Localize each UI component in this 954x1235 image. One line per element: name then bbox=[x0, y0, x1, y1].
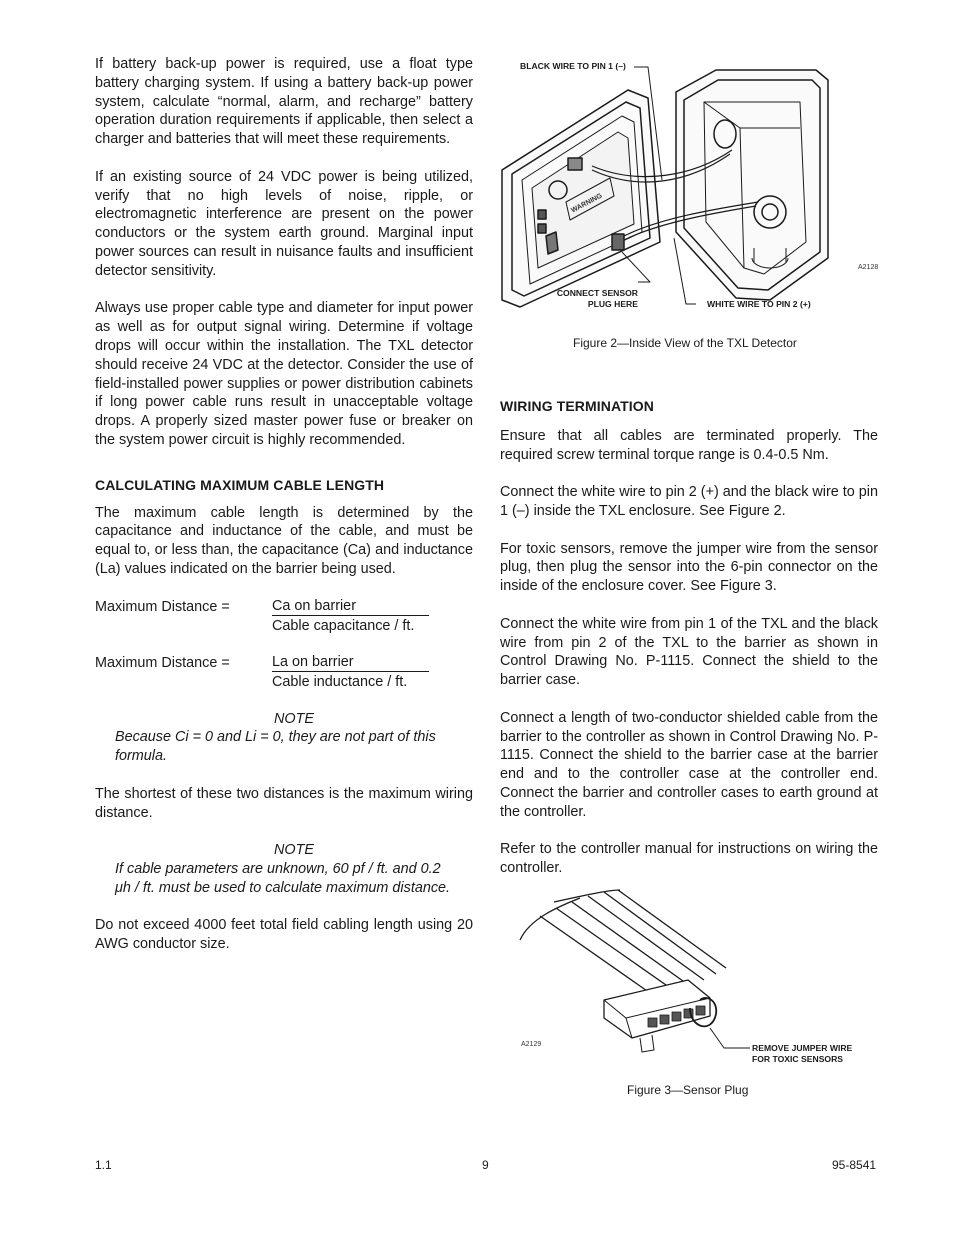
figure-2-caption: Figure 2—Inside View of the TXL Detector bbox=[573, 336, 797, 350]
paragraph-existing-power: If an existing source of 24 VDC power is being utilized, verify that no high levels of noise, ripple, or electromagnetic interference are present on the power conductors or the system earth ground. Marginal input power sources can result in nuisance faults and insufficient detector sensitivity. bbox=[95, 168, 473, 279]
formula-numerator: La on barrier bbox=[272, 654, 429, 672]
warning-plate-label: WARNING bbox=[570, 192, 604, 215]
callout-white-wire: WHITE WIRE TO PIN 2 (+) bbox=[707, 299, 811, 309]
callout-black-wire: BLACK WIRE TO PIN 1 (–) bbox=[520, 61, 626, 71]
note-title: NOTE bbox=[274, 710, 314, 727]
paragraph-max-cable-length: The maximum cable length is determined by the capacitance and inductance of the cable, and must be equal to, or less than, the capacitance (Ca) and inductance (La) values indicated on the barrier being used. bbox=[95, 504, 473, 577]
footer-document-number: 95-8541 bbox=[832, 1158, 877, 1172]
left-column bbox=[95, 55, 473, 973]
paragraph-cable-type: Always use proper cable type and diameter for input power as well as for output signal wiring. Determine if voltage drops will occur within the installation. The TXL detector should receive 24 VDC at the detector. Consider the use of field-installed power supplies or power distribution cabinets if long power cable runs result in unacceptable voltage drops. A properly sized master power fuse or breaker on the system power circuit is highly recommended. bbox=[95, 300, 473, 448]
callout-remove-jumper: REMOVE JUMPER WIRE FOR TOXIC SENSORS bbox=[752, 1043, 853, 1064]
formula-capacitance bbox=[95, 598, 473, 636]
right-column bbox=[500, 397, 878, 897]
paragraph-shortest-distance: The shortest of these two distances is the maximum wiring distance. bbox=[95, 785, 473, 821]
note-body: Because Ci = 0 and Li = 0, they are not part of this formula. bbox=[115, 729, 436, 765]
figure-3-code: A2129 bbox=[521, 1041, 542, 1048]
note-title: NOTE bbox=[274, 842, 314, 859]
paragraph-controller-manual: Refer to the controller manual for instructions on wiring the controller. bbox=[500, 841, 878, 877]
paragraph-barrier-connection: Connect the white wire from pin 1 of the TXL and the black wire from pin 2 of the TXL to the barrier as shown in Control Drawing No. P-1115. Connect the shield to the barrier case. bbox=[500, 615, 878, 689]
paragraph-toxic-sensors: For toxic sensors, remove the jumper wire from the sensor plug, then plug the sensor into the 6-pin connector on the inside of the enclosure cover. See Figure 3. bbox=[500, 540, 878, 595]
paragraph-battery-backup: If battery back-up power is required, use a float type battery charging system. If using a battery back-up power system, calculate “normal, alarm, and recharge” battery operation duration requirements if applicable, then select a charger and batteries that will meet these requirements. bbox=[95, 56, 473, 148]
figure-2-code: A2128 bbox=[858, 264, 879, 271]
heading-wiring-termination: WIRING TERMINATION bbox=[500, 398, 654, 414]
paragraph-max-cabling: Do not exceed 4000 feet total field cabling length using 20 AWG conductor size. bbox=[95, 917, 473, 953]
paragraph-connect-wires: Connect the white wire to pin 2 (+) and the black wire to pin 1 (–) inside the TXL enclosure. See Figure 2. bbox=[500, 484, 878, 519]
note-ci-li bbox=[95, 710, 473, 766]
formula-denominator: Cable inductance / ft. bbox=[272, 673, 408, 690]
note-cable-parameters bbox=[95, 841, 473, 897]
figure-2-txl-inside-view bbox=[500, 62, 880, 312]
paragraph-terminate-cables: Ensure that all cables are terminated properly. The required screw terminal torque range is 0.4-0.5 Nm. bbox=[500, 427, 878, 463]
formula-label: Maximum Distance = bbox=[95, 654, 230, 671]
heading-max-cable-length: CALCULATING MAXIMUM CABLE LENGTH bbox=[95, 476, 385, 493]
formula-inductance bbox=[95, 654, 473, 692]
note-body: If cable parameters are unknown, 60 pf / ft. and 0.2 μh / ft. must be used to calculate maximum distance. bbox=[115, 860, 451, 896]
footer-page-number: 9 bbox=[482, 1158, 489, 1172]
paragraph-controller-cable: Connect a length of two-conductor shielded cable from the barrier to the controller as shown in Control Drawing No. P-1115. Connect the shield to the barrier case at the barrier end and to the controller case at the controller end. Connect the barrier and controller cases to earth ground at the controller. bbox=[500, 709, 878, 820]
callout-connect-sensor: CONNECT SENSOR PLUG HERE bbox=[556, 288, 638, 309]
figure-3-sensor-plug bbox=[510, 888, 870, 1068]
footer-revision: 1.1 bbox=[95, 1158, 112, 1172]
figure-3-caption: Figure 3—Sensor Plug bbox=[627, 1083, 749, 1097]
formula-denominator: Cable capacitance / ft. bbox=[272, 617, 415, 634]
formula-label: Maximum Distance = bbox=[95, 598, 230, 615]
formula-numerator: Ca on barrier bbox=[272, 598, 429, 616]
